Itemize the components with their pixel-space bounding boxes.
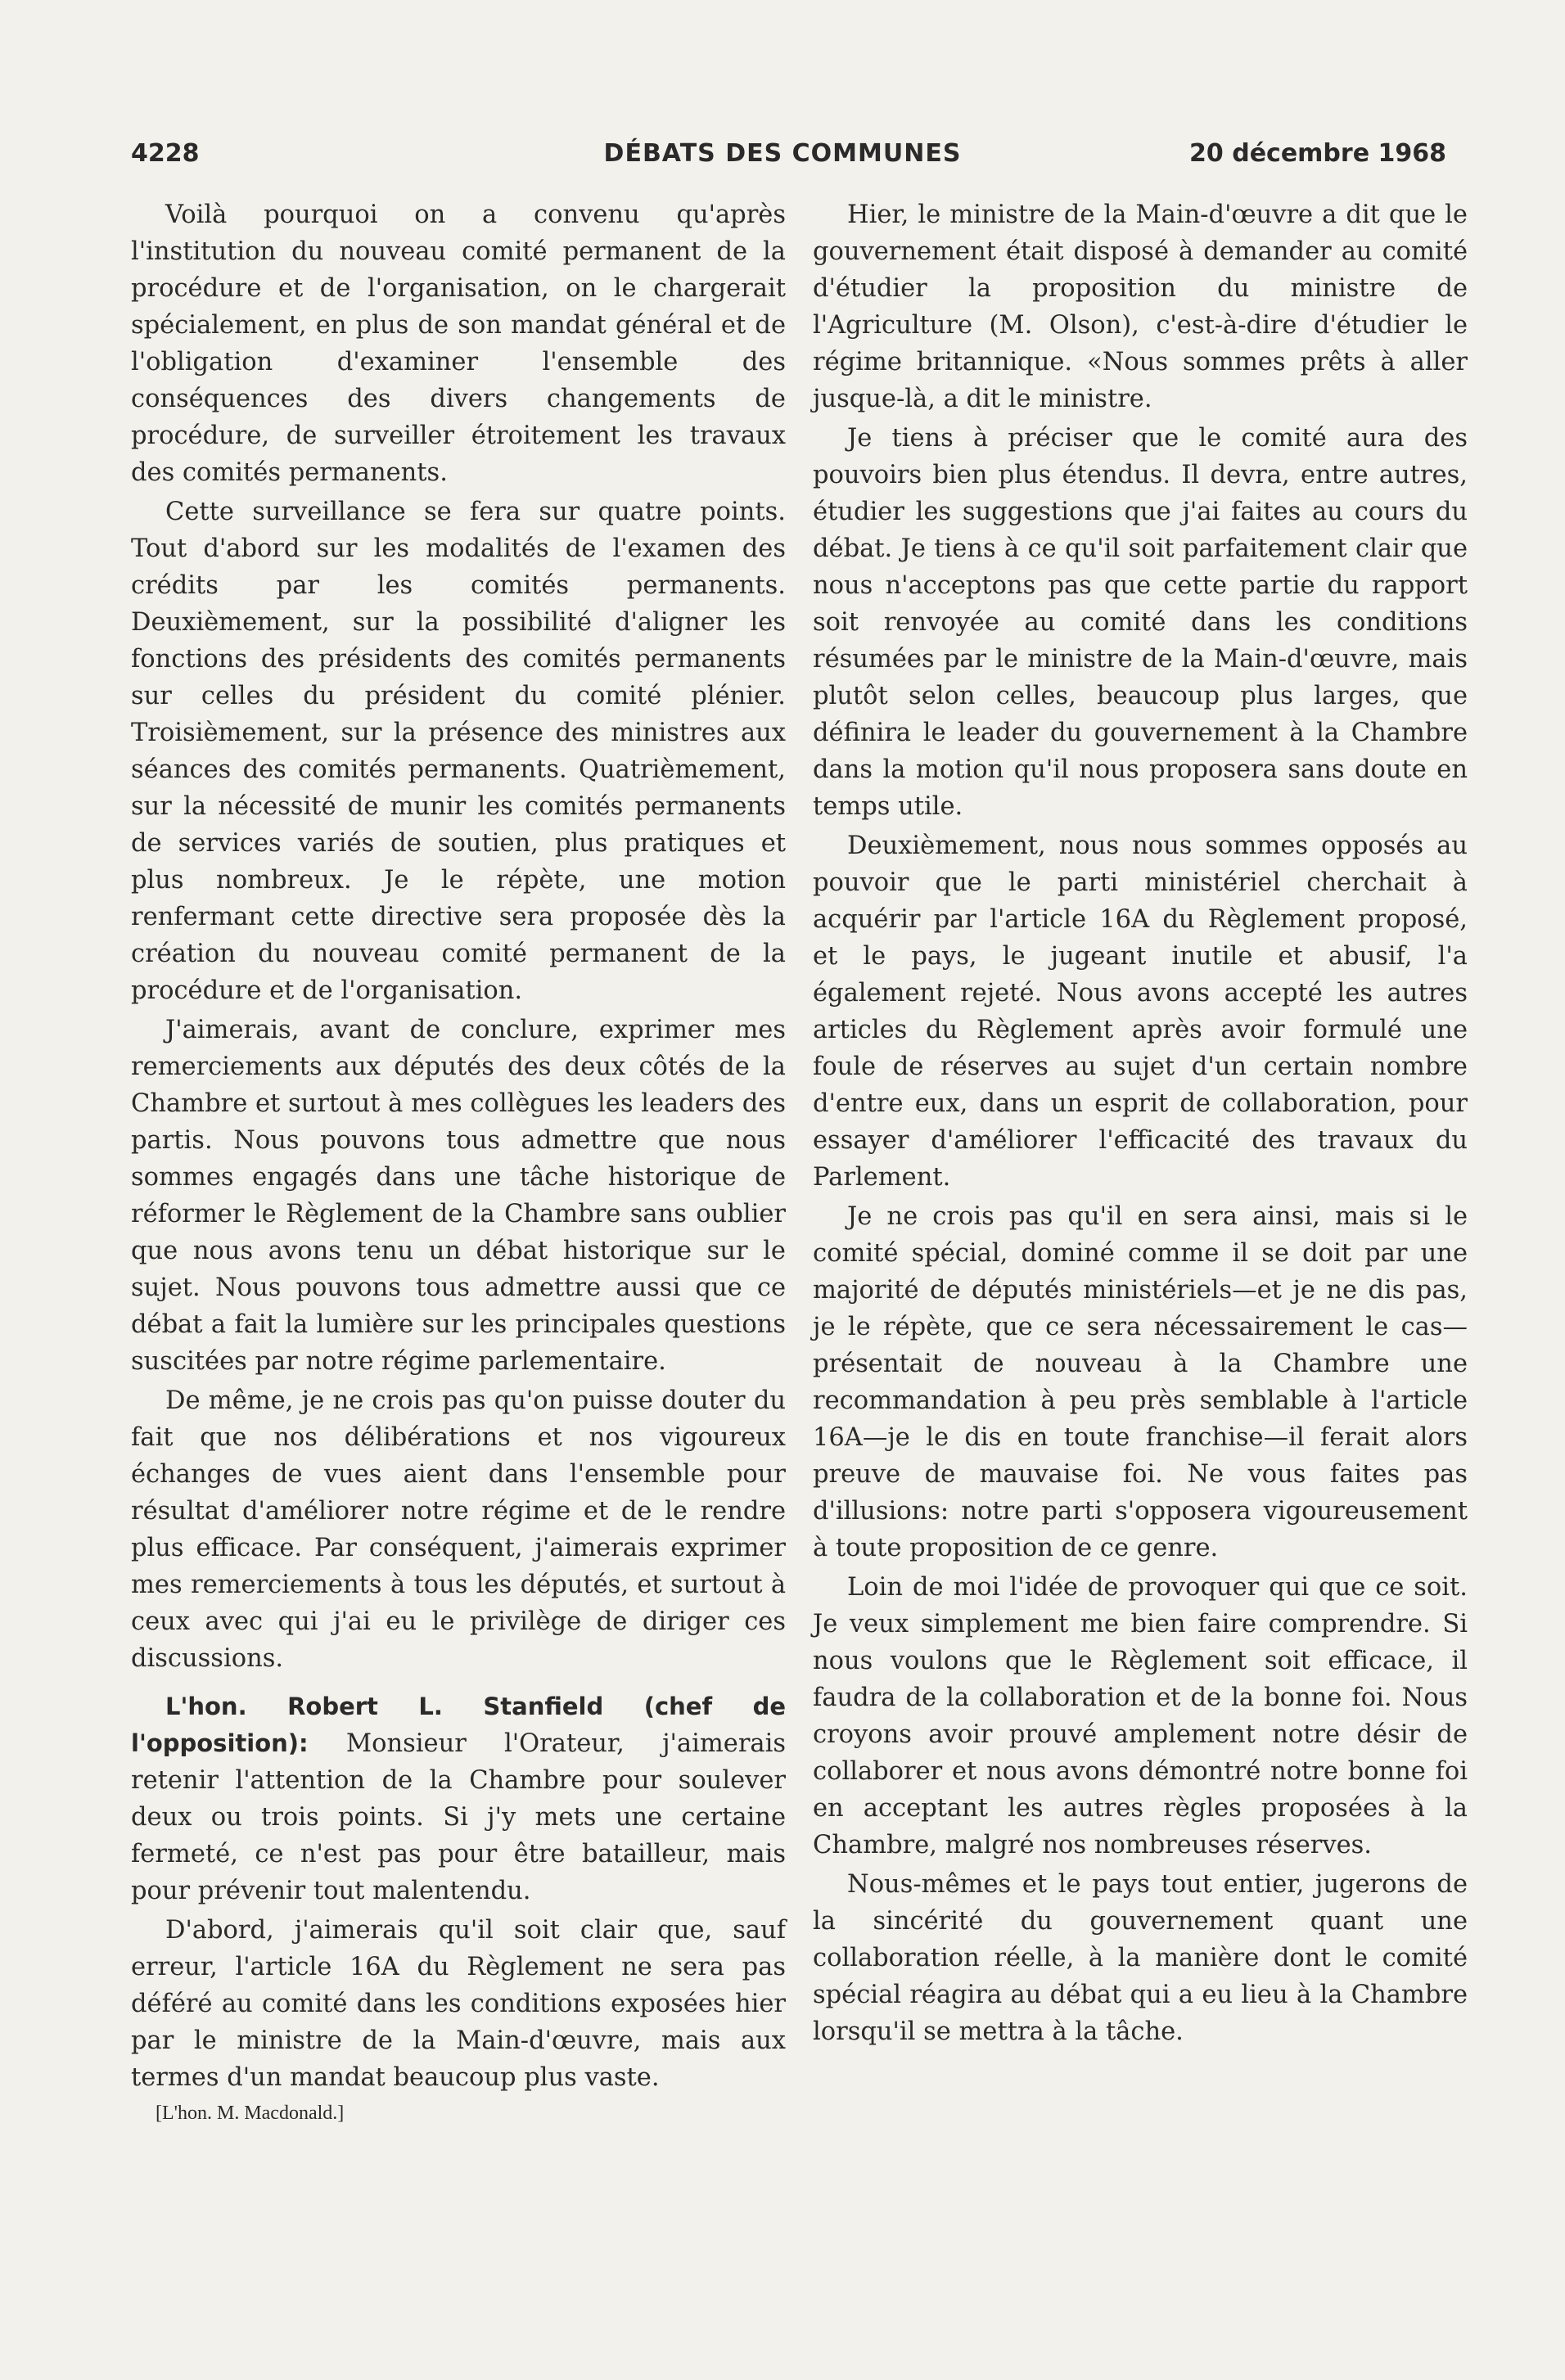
page-date: 20 décembre 1968 (1189, 139, 1446, 168)
page-header (0, 139, 1565, 180)
paragraph: Deuxièmement, nous nous sommes opposés au pouvoir que le parti ministériel cherchait à acquérir par l'article 16A du Règlement proposé, et le pays, le jugeant inutile et abusif, l'a également rejeté. Nous avons accepté les autres articles du Règlement après avoir formulé une foule de réserves au sujet d'un certain nombre d'entre eux, dans un esprit de collaboration, pour essayer d'améliorer l'efficacité des travaux du Parlement. (813, 832, 1468, 1192)
paragraph: Je tiens à préciser que le comité aura des pouvoirs bien plus étendus. Il devra, entre autres, étudier les suggestions que j'ai faites au cours du débat. Je tiens à ce qu'il soit parfaitement clair que nous n'acceptons pas que cette partie du rapport soit renvoyée au comité dans les conditions résumées par le ministre de la Main-d'œuvre, mais plutôt selon celles, beaucoup plus larges, que définira le leader du gouvernement à la Chambre dans la motion qu'il nous proposera sans doute en temps utile. (813, 424, 1468, 821)
speaker-name: L'hon. Robert L. Stanfield (chef de l'opposition): (131, 1693, 786, 1757)
speaker-paragraph (131, 1688, 786, 1909)
paragraph: Hier, le ministre de la Main-d'œuvre a dit que le gouvernement était disposé à demander au comité d'étudier la proposition du ministre de l'Agriculture (M. Olson), c'est-à-dire d'étudier le régime britannique. «Nous sommes prêts à aller jusque-là, a dit le ministre. (813, 201, 1468, 413)
footnote: [L'hon. M. Macdonald.] (156, 2103, 345, 2124)
paragraph: J'aimerais, avant de conclure, exprimer mes remerciements aux députés des deux côtés de la Chambre et surtout à mes collègues les leaders des partis. Nous pouvons tous admettre que nous sommes engagés dans une tâche historique de réformer le Règlement de la Chambre sans oublier que nous avons tenu un débat historique sur le sujet. Nous pouvons tous admettre aussi que ce débat a fait la lumière sur les principales questions suscitées par notre régime parlementaire. (131, 1016, 786, 1376)
paragraph: Voilà pourquoi on a convenu qu'après l'institution du nouveau comité permanent de la procédure et de l'organisation, on le chargerait spécialement, en plus de son mandat général et de l'obligation d'examiner l'ensemble des conséquences des divers changements de procédure, de surveiller étroitement les travaux des comités permanents. (131, 201, 786, 487)
paragraph: Nous-mêmes et le pays tout entier, jugerons de la sincérité du gouvernement quant une collaboration réelle, à la manière dont le comité spécial réagira au débat qui a eu lieu à la Chambre lorsqu'il se mettra à la tâche. (813, 1870, 1468, 2046)
paragraph: Cette surveillance se fera sur quatre points. Tout d'abord sur les modalités de l'examen des crédits par les comités permanents. Deuxièmement, sur la possibilité d'aligner les fonctions des présidents des comités permanents sur celles du président du comité plénier. Troisièmement, sur la présence des ministres aux séances des comités permanents. Quatrièmement, sur la nécessité de munir les comités permanents de services variés de soutien, plus pratiques et plus nombreux. Je le répète, une motion renfermant cette directive sera proposée dès la création du nouveau comité permanent de la procédure et de l'organisation. (131, 498, 786, 1005)
page-number: 4228 (131, 139, 200, 168)
publication-title: DÉBATS DES COMMUNES (603, 139, 962, 168)
right-column (813, 196, 1468, 2053)
left-column (131, 196, 786, 2125)
paragraph: De même, je ne crois pas qu'on puisse douter du fait que nos délibérations et nos vigoureux échanges de vues aient dans l'ensemble pour résultat d'améliorer notre régime et de le rendre plus efficace. Par conséquent, j'aimerais exprimer mes remerciements à tous les députés, et surtout à ceux avec qui j'ai eu le privilège de diriger ces discussions. (131, 1386, 786, 1673)
paragraph: D'abord, j'aimerais qu'il soit clair que, sauf erreur, l'article 16A du Règlement ne sera pas déféré au comité dans les conditions exposées hier par le ministre de la Main-d'œuvre, mais aux termes d'un mandat beaucoup plus vaste. (131, 1916, 786, 2092)
speaker-text: Monsieur l'Orateur, j'aimerais retenir l'attention de la Chambre pour soulever deux ou trois points. Si j'y mets une certaine fermeté, ce n'est pas pour être batailleur, mais pour prévenir tout malentendu. (131, 1729, 786, 1905)
paragraph: Je ne crois pas qu'il en sera ainsi, mais si le comité spécial, dominé comme il se doit par une majorité de députés ministériels—et je ne dis pas, je le répète, que ce sera nécessairement le cas—présentait de nouveau à la Chambre une recommandation à peu près semblable à l'article 16A—je le dis en toute franchise—il ferait alors preuve de mauvaise foi. Ne vous faites pas d'illusions: notre parti s'opposera vigoureusement à toute proposition de ce genre. (813, 1202, 1468, 1562)
paragraph: Loin de moi l'idée de provoquer qui que ce soit. Je veux simplement me bien faire comprendre. Si nous voulons que le Règlement soit efficace, il faudra de la collaboration et de la bonne foi. Nous croyons avoir prouvé amplement notre désir de collaborer et nous avons démontré notre bonne foi en acceptant les autres règles proposées à la Chambre, malgré nos nombreuses réserves. (813, 1573, 1468, 1859)
